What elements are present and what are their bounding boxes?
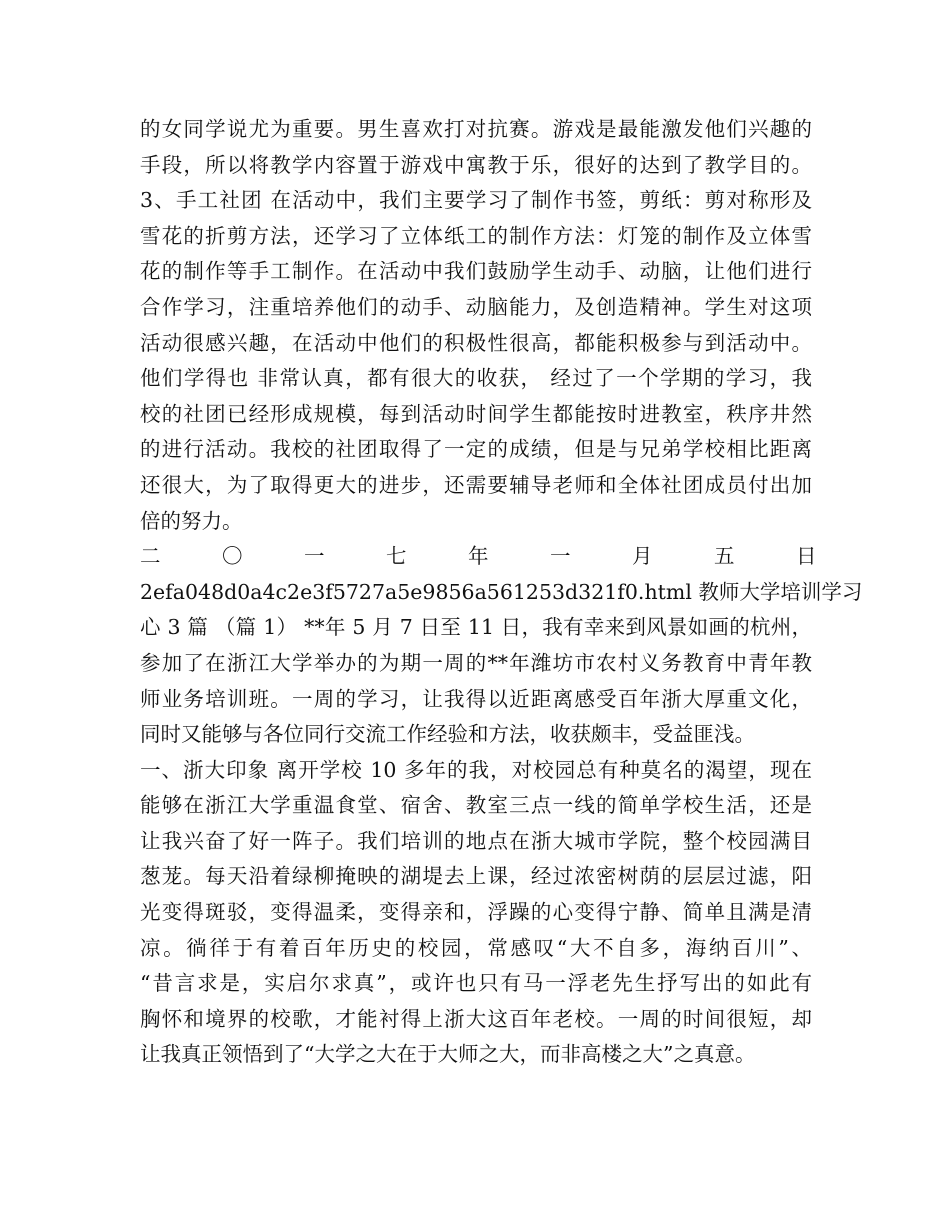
document-body-text xyxy=(140,112,863,1073)
text-line: 还很大，为了取得更大的进步，还需要辅导老师和全体社团成员付出加 xyxy=(140,472,812,497)
text-line: 心 3 篇 （篇 1） **年 5 月 7 日至 11 日，我有幸来到风景如画的杭州， xyxy=(140,615,812,640)
text-line: 手段，所以将教学内容置于游戏中寓教于乐，很好的达到了教学目的。 xyxy=(140,152,812,177)
text-line: 3、手工社团 在活动中，我们主要学习了制作书签，剪纸：剪对称形及 xyxy=(140,188,812,213)
text-line: 倍的努力。 xyxy=(140,508,243,533)
text-line: 让我兴奋了好一阵子。我们培训的地点在浙大城市学院，整个校园满目 xyxy=(140,828,812,853)
text-line: 光变得斑驳，变得温柔，变得亲和，浮躁的心变得宁静、简单且满是清 xyxy=(140,900,812,925)
text-line: 一、浙大印象 离开学校 10 多年的我，对校园总有种莫名的渴望，现在 xyxy=(140,757,812,782)
text-line: 校的社团已经形成规模，每到活动时间学生都能按时进教室，秩序井然 xyxy=(140,401,812,426)
text-line: 让我真正领悟到了“大学之大在于大师之大，而非高楼之大”之真意。 xyxy=(140,1042,756,1067)
date-line: 二 〇 一 七 年 一 月 五 日 xyxy=(140,544,817,569)
text-line: 的女同学说尤为重要。男生喜欢打对抗赛。游戏是最能激发他们兴趣的 xyxy=(140,117,812,141)
text-line: 的进行活动。我校的社团取得了一定的成绩，但是与兄弟学校相比距离 xyxy=(140,437,812,462)
text-line: 能够在浙江大学重温食堂、宿舍、教室三点一线的简单学校生活，还是 xyxy=(140,793,812,818)
text-line: 葱茏。每天沿着绿柳掩映的湖堤去上课，经过浓密树荫的层层过滤，阳 xyxy=(140,864,812,889)
text-line: 他们学得也 非常认真，都有很大的收获， 经过了一个学期的学习，我 xyxy=(140,366,812,391)
text-line: 凉。徜徉于有着百年历史的校园，常感叹“大不自多，海纳百川”、 xyxy=(140,935,812,960)
text-line: 花的制作等手工制作。在活动中我们鼓励学生动手、动脑，让他们进行 xyxy=(140,259,812,284)
text-line: 2efa048d0a4c2e3f5727a5e9856a561253d321f0.html 教师大学培训学习 xyxy=(140,579,863,604)
text-line: 师业务培训班。一周的学习，让我得以近距离感受百年浙大厚重文化， xyxy=(140,686,812,711)
text-line: 同时又能够与各位同行交流工作经验和方法，收获颇丰，受益匪浅。 xyxy=(140,722,755,747)
text-line: 参加了在浙江大学举办的为期一周的**年潍坊市农村义务教育中青年教 xyxy=(140,650,812,675)
text-line: 活动很感兴趣，在活动中他们的积极性很高，都能积极参与到活动中。 xyxy=(140,330,812,355)
text-line: 雪花的折剪方法，还学习了立体纸工的制作方法：灯笼的制作及立体雪 xyxy=(140,223,812,248)
text-line: “昔言求是，实启尔求真”，或许也只有马一浮老先生抒写出的如此有 xyxy=(140,971,812,996)
text-line: 合作学习，注重培养他们的动手、动脑能力，及创造精神。学生对这项 xyxy=(140,294,812,319)
text-line: 胸怀和境界的校歌，才能衬得上浙大这百年老校。一周的时间很短，却 xyxy=(140,1006,812,1031)
